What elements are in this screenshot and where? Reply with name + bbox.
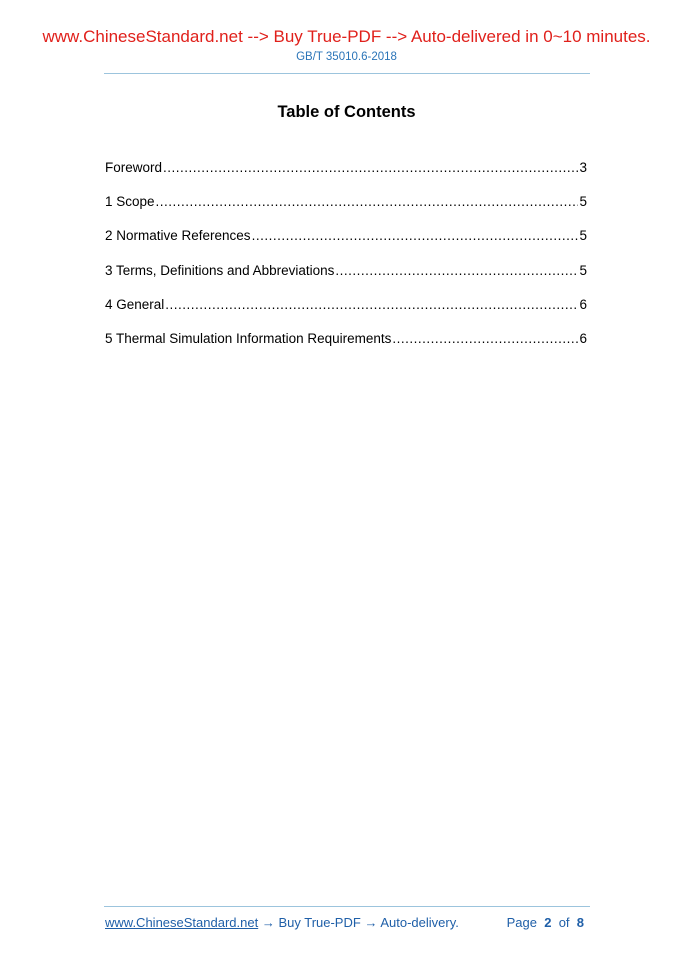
toc-entry-terms[interactable] [105,263,587,297]
toc-entry-label: 5 Thermal Simulation Information Requirements [105,330,392,346]
toc-dot-leader [335,263,578,278]
toc-dot-leader [156,194,579,209]
toc-entry-general[interactable] [105,297,587,331]
toc-entry-page: 5 [579,262,587,278]
header-divider [104,73,590,74]
page-total: 8 [576,915,584,930]
toc-entry-label: 4 General [105,296,165,312]
toc-entry-thermal-simulation[interactable] [105,331,587,365]
footer-divider [104,906,590,907]
toc-dot-leader [163,160,578,175]
toc-entry-page: 6 [579,296,587,312]
toc-entry-page: 5 [579,194,587,210]
footer-delivery-text: Auto-delivery. [380,915,459,930]
toc-entry-foreword[interactable] [105,160,587,194]
top-banner[interactable]: www.ChineseStandard.net --> Buy True-PDF --> Auto-delivered in 0~10 minutes. [42,27,651,46]
toc-entry-label: Foreword [105,160,163,175]
toc-dot-leader [165,297,578,312]
page-label: Page [506,915,537,930]
arrow-icon: → [364,915,378,930]
arrow-icon: → [261,915,275,930]
toc-entry-label: 1 Scope [105,194,155,210]
toc-entry-page: 3 [579,160,587,175]
page-of: of [558,915,570,930]
toc-entry-label: 2 Normative References [105,228,251,244]
footer-promo [105,915,459,930]
toc-dot-leader [252,228,579,243]
toc-entry-normative-references[interactable] [105,228,587,262]
toc-title: Table of Contents [277,103,416,121]
toc-list [105,160,587,365]
toc-dot-leader [392,331,578,346]
toc-entry-label: 3 Terms, Definitions and Abbreviations [105,262,335,278]
page-current: 2 [544,915,552,930]
standard-code: GB/T 35010.6-2018 [296,51,397,63]
page-footer [105,915,584,930]
page-number [507,915,584,930]
footer-buy-text: Buy True-PDF [278,915,361,930]
toc-entry-page: 6 [579,330,587,346]
toc-entry-scope[interactable] [105,194,587,228]
toc-entry-page: 5 [579,228,587,244]
footer-site-link[interactable]: www.ChineseStandard.net [105,915,259,930]
